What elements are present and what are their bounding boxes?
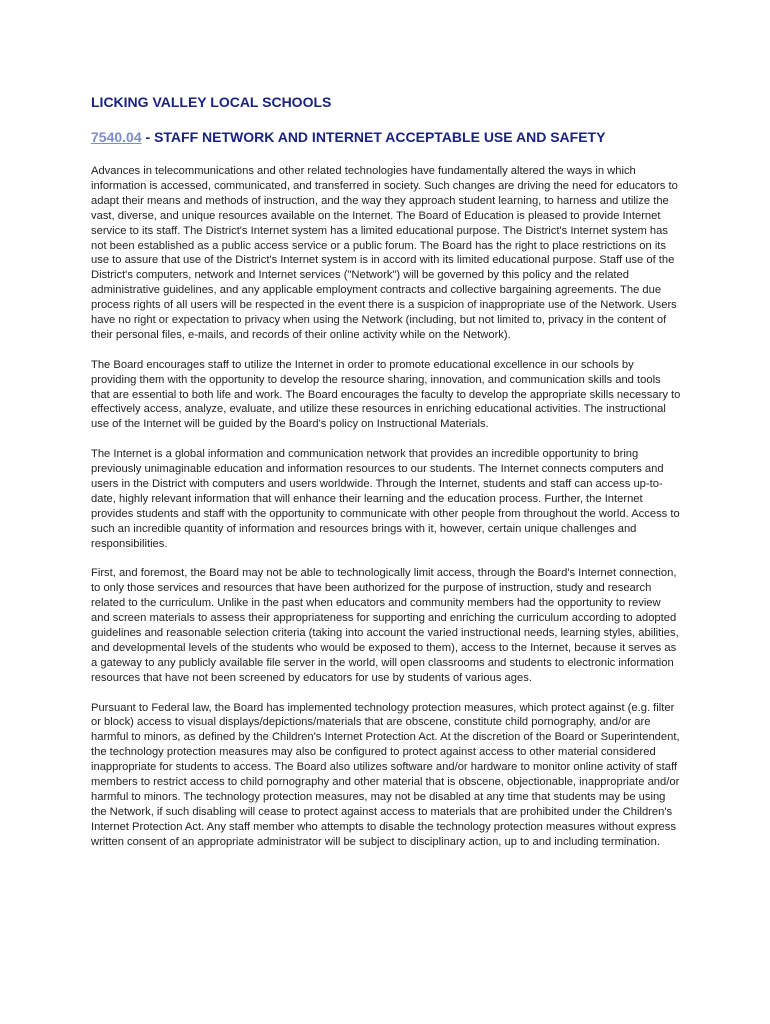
policy-heading: [91, 129, 681, 146]
organization-title: LICKING VALLEY LOCAL SCHOOLS: [91, 94, 332, 110]
paragraph-internet-overview: The Internet is a global information and communication network that provides an incredible opportunity to bring previously unimaginable education and information resources to our students. The Internet connects computers and users in the District with computers and users worldwide. Through the Internet, students and staff can access up-to-date, highly relevant information that will enhance their learning and the education process. Further, the Internet provides students and staff with the opportunity to communicate with other people from throughout the world. Access to such an incredible quantity of information and resources brings with it, however, certain unique challenges and responsibilities.: [91, 448, 680, 550]
policy-separator: -: [141, 129, 155, 145]
policy-number-link[interactable]: 7540.04: [91, 129, 142, 145]
paragraph-intro: Advances in telecommunications and other related technologies have fundamentally altered the ways in which information is accessed, communicated, and transferred in society. Such changes are driving the need for educators to adapt their means and methods of instruction, and the way they approach student learning, to harness and utilize the vast, diverse, and unique resources available on the Internet. The Board of Education is pleased to provide Internet service to its staff. The District's Internet system has a limited educational purpose. The District's Internet system has not been established as a public access service or a public forum. The Board has the right to place restrictions on its use to assure that use of the District's Internet system is in accord with its limited educational purpose. Staff use of the District's computers, network and Internet services ("Network") will be governed by this policy and the related administrative guidelines, and any applicable employment contracts and collective bargaining agreements. The due process rights of all users will be respected in the event there is a suspicion of inappropriate use of the Network. Users have no right or expectation to privacy when using the Network (including, but not limited to, privacy in the content of their personal files, e-mails, and records of their online activity while on the Network).: [91, 165, 678, 341]
paragraph-access-limits: First, and foremost, the Board may not be able to technologically limit access, through the Board's Internet connection, to only those services and resources that have been authorized for the purpose of instruction, study and research related to the curriculum. Unlike in the past when educators and community members had the opportunity to review and screen materials to assess their appropriateness for supporting and enriching the curriculum according to adopted guidelines and reasonable selection criteria (taking into account the varied instructional needs, learning styles, abilities, and developmental levels of the students who would be exposed to them), access to the Internet, because it serves as a gateway to any publicly available file server in the world, will open classrooms and students to electronic information resources that have not been screened by educators for use by students of various ages.: [91, 567, 679, 684]
document-page: [91, 94, 681, 865]
policy-title: STAFF NETWORK AND INTERNET ACCEPTABLE USE AND SAFETY: [154, 129, 606, 145]
paragraph-encouragement: The Board encourages staff to utilize the Internet in order to promote educational excellence in our schools by providing them with the opportunity to develop the resource sharing, innovation, and communication skills and tools that are essential to both life and work. The Board encourages the faculty to develop the appropriate skills necessary to effectively access, analyze, evaluate, and utilize these resources in enriching educational activities. The instructional use of the Internet will be guided by the Board's policy on Instructional Materials.: [91, 358, 681, 431]
paragraph-protection-measures: Pursuant to Federal law, the Board has implemented technology protection measures, which protect against (e.g. filter or block) access to visual displays/depictions/materials that are obscene, constitute child pornography, and/or are harmful to minors, as defined by the Children's Internet Protection Act. At the discretion of the Board or Superintendent, the technology protection measures may also be configured to protect against access to other material considered inappropriate for students to access. The Board also utilizes software and/or hardware to monitor online activity of staff members to restrict access to child pornography and other material that is obscene, objectionable, inappropriate and/or harmful to minors. The technology protection measures, may not be disabled at any time that students may be using the Network, if such disabling will cease to protect against access to materials that are prohibited under the Children's Internet Protection Act. Any staff member who attempts to disable the technology protection measures without express written consent of an appropriate administrator will be subject to disciplinary action, up to and including termination.: [91, 701, 680, 848]
